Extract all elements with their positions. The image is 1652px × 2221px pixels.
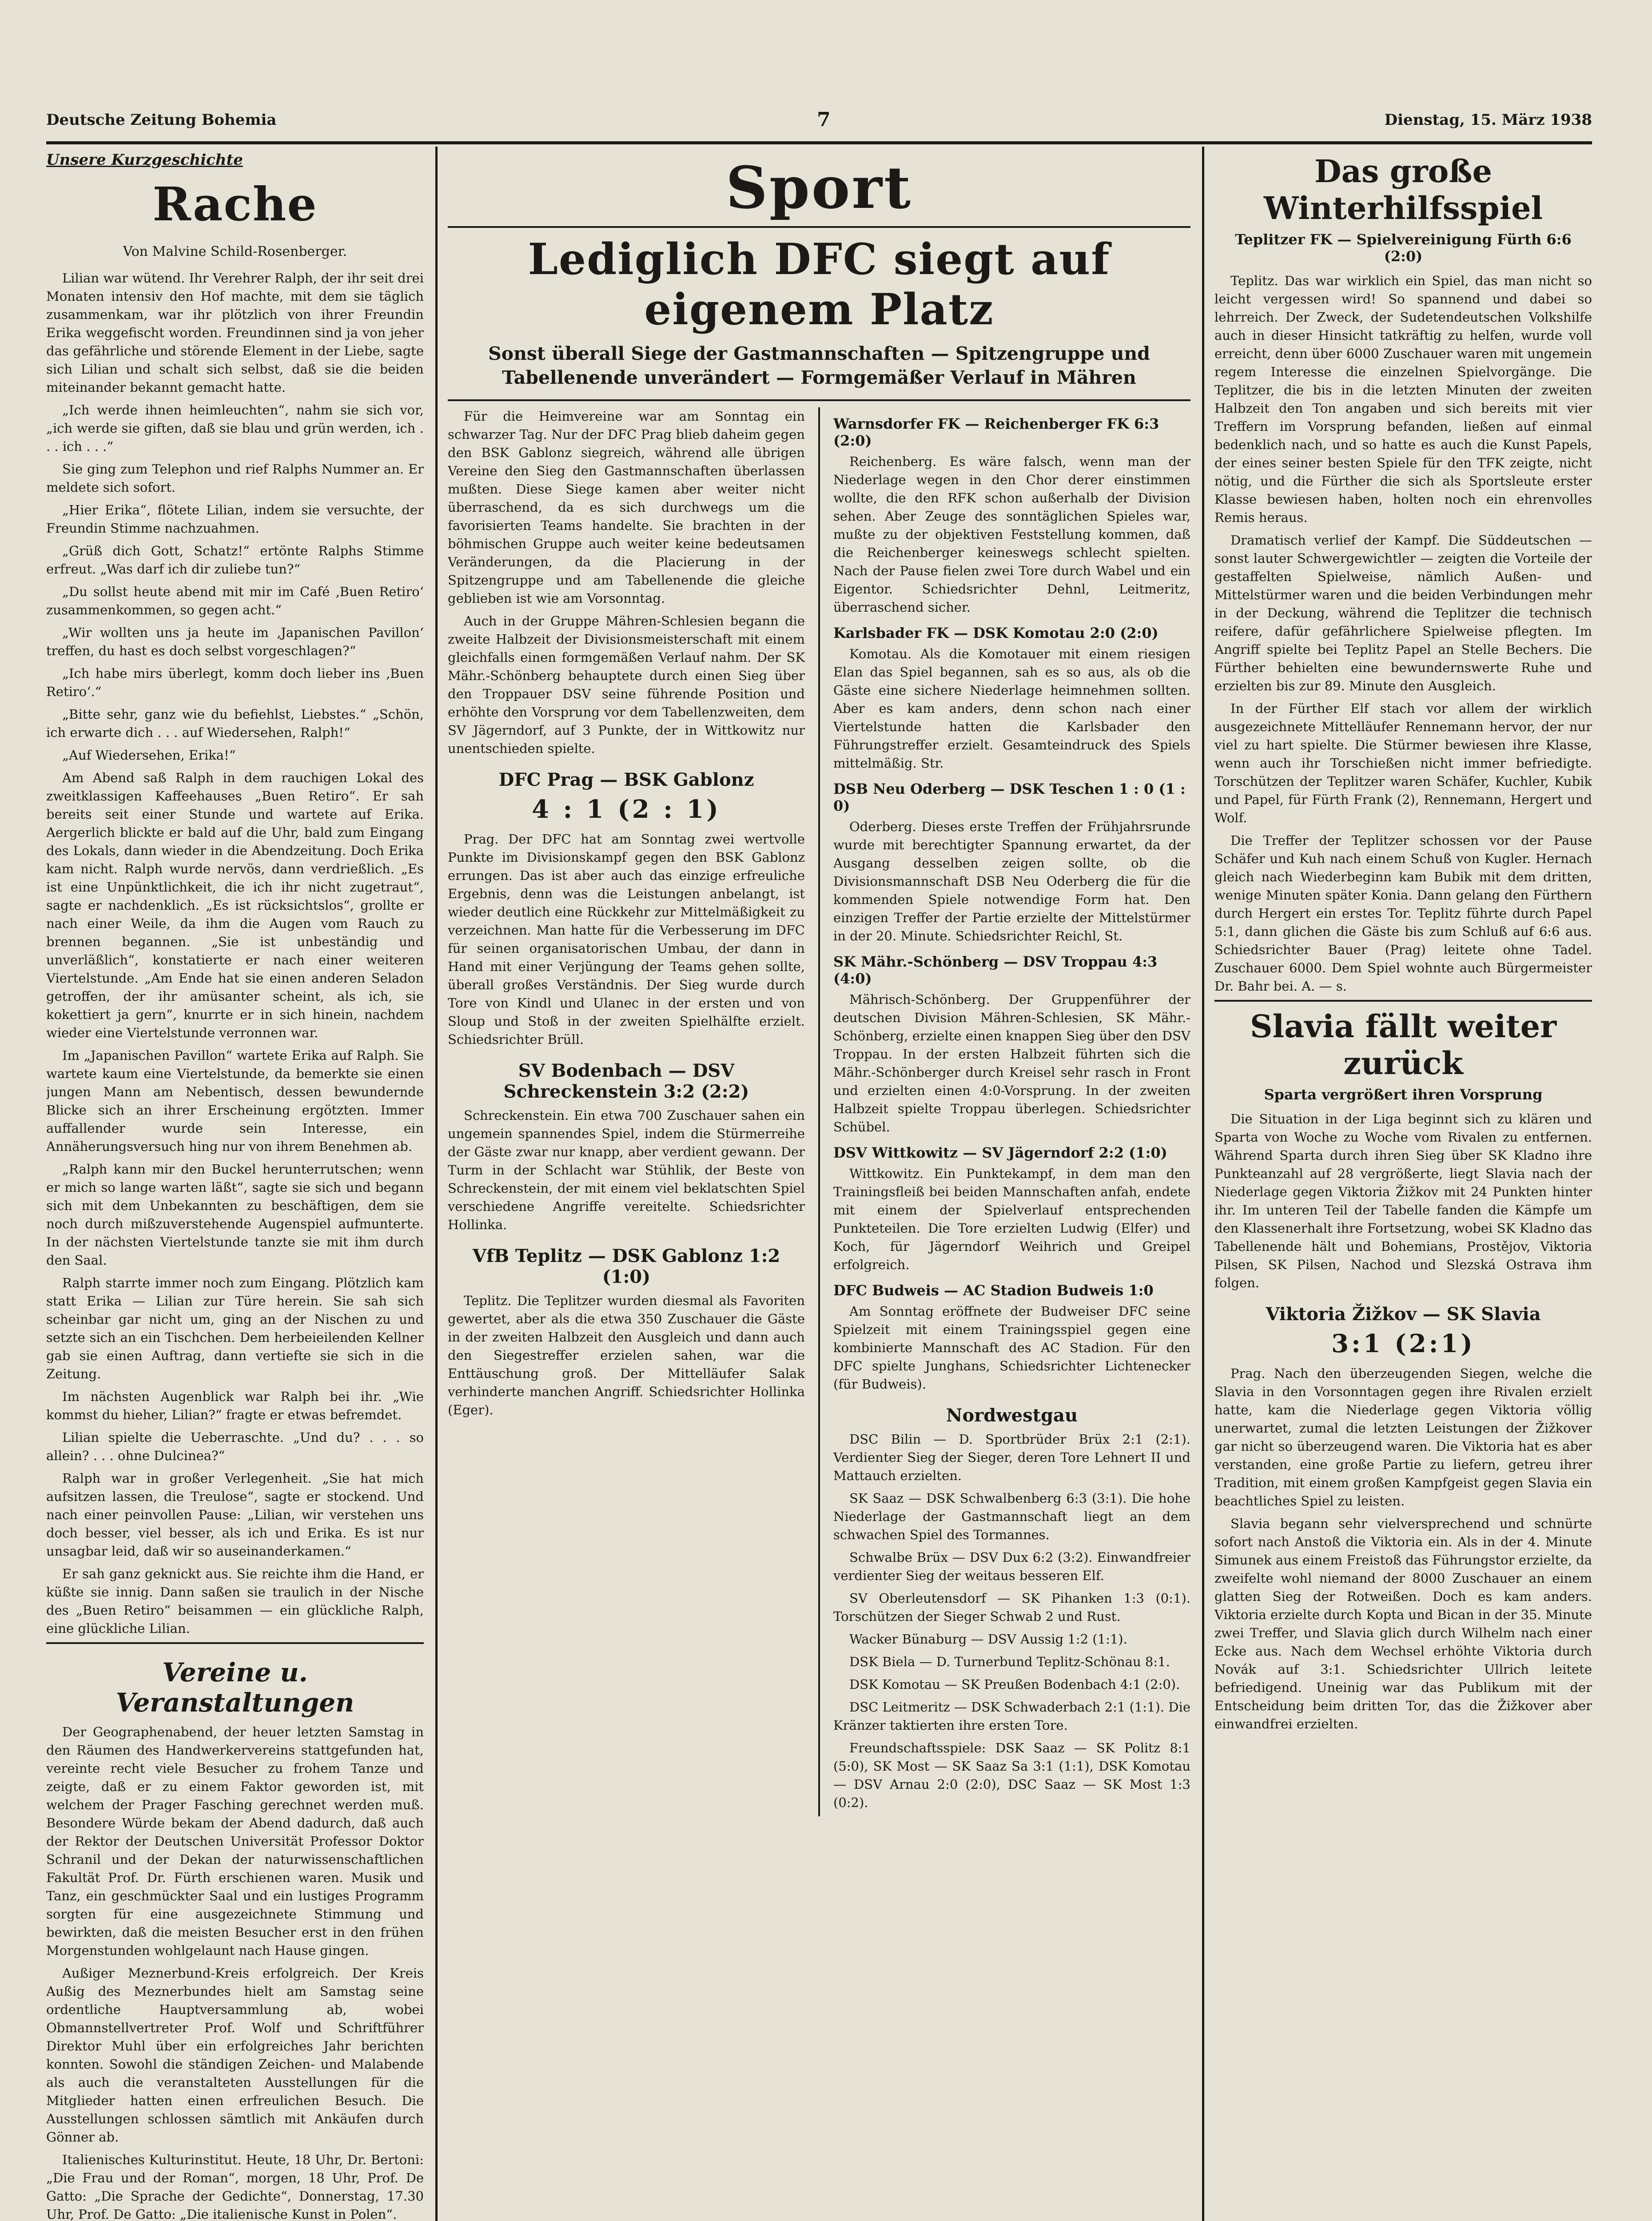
nordwestgau-result: Freundschaftsspiele: DSK Saaz — SK Politz 8:1 (5:0), SK Most — SK Saaz Sa 3:1 (1:1), DSK Komotau — DSV Arnau 2:0 (2:0), DSC Saaz — SK Most 1:3 (0:2). xyxy=(833,1740,1190,1810)
match-title: DSB Neu Oderberg — DSK Teschen 1 : 0 (1 : 0) xyxy=(833,780,1186,814)
match-report: Oderberg. Dieses erste Treffen der Frühjahrsrunde wurde mit berechtigter Spannung erwartet, da der Ausgang desselben zeigen sollte, ob die Divisionsmannschaft DSB Neu Oderberg die für die kommenden Spiele notwendige Form hat. Den einzigen Treffer der Partie erzielte der Mittelstürmer in der 20. Minute. Schiedsrichter Reichl, St. xyxy=(833,819,1190,943)
newspaper-name: Deutsche Zeitung Bohemia xyxy=(46,111,277,129)
winterhilfe-paragraph: In der Fürther Elf stach vor allem der wirklich ausgezeichnete Mittelläufer Rennemann hervor, der nur viel zu hart spielte. Die Stürmer bewiesen ihre Klasse, wenn auch ihr Torschießen nicht immer befriedigte. Torschützen der Teplitzer waren Schäfer, Kuchler, Kubik und Papel, für Fürth Frank (2), Rennemann, Hergert und Wolf. xyxy=(1214,701,1592,825)
nordwestgau-result: DSK Komotau — SK Preußen Bodenbach 4:1 (2:0). xyxy=(849,1677,1180,1692)
left-column xyxy=(46,151,424,2221)
slavia-headline: Slavia fällt weiter zurück xyxy=(1250,1008,1556,1082)
nordwestgau-result: DSC Bilin — D. Sportbrüder Brüx 2:1 (2:1). Verdienter Sieg der Sieger, deren Tore Lehnert II und Mattauch erzielten. xyxy=(833,1432,1190,1483)
slavia-paragraph: Die Situation in der Liga beginnt sich zu klären und Sparta von Woche zu Woche vom Rivalen zu entfernen. Während Sparta durch ihren Sieg über SK Kladno ihre Punkteanzahl auf 28 vergrößerte, liegt Slavia nach der Niederlage gegen Viktoria Žižkov mit 24 Punkten hinter ihr. Im unteren Teil der Tabelle fanden die Kämpfe um den Klassenerhalt ihre Fortsetzung, wobei SK Kladno das Tabellenende hält und Bohemians, Prostějov, Viktoria Pilsen, SK Pilsen, Nachod und Slezská Ostrava ihm folgen. xyxy=(1214,1111,1592,1290)
story-paragraph: „Wir wollten uns ja heute im ‚Japanischen Pavillon‘ treffen, du hast es doch selbst vorgeschlagen?“ xyxy=(46,625,424,658)
column-rule-left xyxy=(435,147,438,2221)
nordwestgau-result: SV Oberleutensdorf — SK Pihanken 1:3 (0:1). Torschützen der Sieger Schwab 2 und Rust. xyxy=(833,1591,1190,1624)
sport-section xyxy=(448,151,1190,2221)
winterhilfe-body xyxy=(1214,272,1592,995)
sport-right-column xyxy=(833,407,1190,1816)
story-paragraph: „Ich habe mirs überlegt, komm doch lieber ins ‚Buen Retiro‘.“ xyxy=(46,666,424,699)
story-paragraph: Sie ging zum Telephon und rief Ralphs Nummer an. Er meldete sich sofort. xyxy=(46,462,424,495)
winterhilfe-headline: Das große Winterhilfsspiel xyxy=(1263,153,1543,227)
story-title: Rache xyxy=(152,177,318,231)
story-paragraph: Ralph starrte immer noch zum Eingang. Plötzlich kam statt Erika — Lilian zur Türe herein. Sie sah sich scheinbar gar nicht um, ging an der Nischen zu und setzte sich an ein Tischchen. Dem herbeieilenden Kellner gab sie einen Auftrag, dann vertiefte sie sich in die Zeitung. xyxy=(46,1275,424,1381)
sport-left-column xyxy=(448,407,805,1816)
match-report: Wittkowitz. Ein Punktekampf, in dem man den Trainingsfleiß bei beiden Mannschaften anfah, endete mit einem der Spielverlauf entsprechenden Punkteteilen. Die Tore erzielten Ludwig (Elfer) und Koch, für Jägerndorf Weihrich und Greipel erfolgreich. xyxy=(833,1166,1190,1272)
story-body xyxy=(46,269,424,1638)
story-paragraph: „Auf Wiedersehen, Erika!“ xyxy=(62,748,236,763)
match-title: SV Bodenbach — DSV Schreckenstein 3:2 (2:2) xyxy=(503,1060,749,1102)
story-paragraph: „Bitte sehr, ganz wie du befiehlst, Liebstes.“ „Schön, ich erwarte dich . . . auf Wiedersehen, Ralph!“ xyxy=(46,707,424,740)
clubs-paragraph: Der Geographenabend, der heuer letzten Samstag in den Räumen des Handwerkervereins stattgefunden hat, vereinte recht viele Besucher zu frohem Tanze und zeigte, daß er zu einem Faktor geworden ist, mit welchem der Prager Fasching gerechnet werden muß. Besondere Würde bekam der Abend dadurch, daß auch der Rektor der Deutschen Universität Professor Doktor Schranil und der Dekan der naturwissenschaftlichen Fakultät Prof. Dr. Fürth erschienen waren. Musik und Tanz, ein geschmückter Saal und ein lustiges Programm sorgten für eine ausgezeichnete Stimmung und bewirkten, daß die meisten Besucher erst in den frühen Morgenstunden wohlgelaunt nach Hause gingen. xyxy=(46,1724,424,1958)
winterhilfe-subheadline: Teplitzer FK — Spielvereinigung Fürth 6:6 (2:0) xyxy=(1235,231,1572,265)
winterhilfe-paragraph: Teplitz. Das war wirklich ein Spiel, das man nicht so leicht vergessen wird! So spannend und dabei so lehrreich. Der Zweck, der Sudetendeutschen Volkshilfe auch in dieser Hinsicht tatkräftig zu helfen, wurde voll erreicht, denn über 6000 Zuschauer waren mit ungemein regem Interesse die einzelnen Spielvorgänge. Die Teplitzer, die bis in die letzten Minuten der zweiten Halbzeit den Ton angaben und sich bereits mit vier Treffern im Vorsprung befanden, ließen auf einmal bedenklich nach, und so hatte es auch die Kunst Papels, der eines seiner besten Spiele für den TFK zeigte, nicht nötig, und die Fürther die sich als Sportsleute erster Klasse bewiesen haben, holten noch ein ehrenvolles Remis heraus. xyxy=(1214,273,1592,525)
story-paragraph: „Du sollst heute abend mit mir im Café ‚Buen Retiro‘ zusammenkommen, so gegen acht.“ xyxy=(46,584,424,617)
story-paragraph: „Grüß dich Gott, Schatz!“ ertönte Ralphs Stimme erfreut. „Was darf ich dir zuliebe tun?“ xyxy=(46,543,424,577)
nordwestgau-result: DSC Leitmeritz — DSK Schwaderbach 2:1 (1:1). Die Kränzer taktierten ihre ersten Tore. xyxy=(833,1700,1190,1733)
clubs-section-title: Vereine u. Veranstaltungen xyxy=(115,1657,354,1718)
nordwestgau-result: SK Saaz — DSK Schwalbenberg 6:3 (3:1). Die hohe Niederlage der Gastmannschaft liegt an dem schwachen Spiel des Tormannes. xyxy=(833,1491,1190,1542)
sport-section-title: Sport xyxy=(725,154,913,222)
match-title: DFC Budweis — AC Stadion Budweis 1:0 xyxy=(833,1282,1154,1299)
story-paragraph: Ralph war in großer Verlegenheit. „Sie hat mich aufsitzen lassen, die Treulose“, sagte er stockend. Und nach einer peinvollen Pause: „Lilian, wir verstehen uns doch besser, viel besser, als ich und Erika. Es ist nur unsagbar leid, daß wir so auseinanderkamen.“ xyxy=(46,1471,424,1559)
match-report: Am Sonntag eröffnete der Budweiser DFC seine Spielzeit mit einem Trainingsspiel gegen eine kombinierte Mannschaft des AC Stadion. Für den DFC spielte Junghans, Schiedsrichter Lichtenecker (für Budweis). xyxy=(833,1304,1190,1392)
match-title: VfB Teplitz — DSK Gablonz 1:2 (1:0) xyxy=(472,1246,780,1287)
match-report: Mährisch-Schönberg. Der Gruppenführer der deutschen Division Mähren-Schlesien, SK Mähr.-Schönberg, erzielte einen knappen Sieg über den DSV Troppau. In der ersten Halbzeit führten sich die Mähr.-Schönberger durch Kreisel sehr rasch in Front und erzielten einen 4:0-Vorsprung. In der zweiten Halbzeit spielte Troppau überlegen. Schiedsrichter Schübel. xyxy=(833,992,1190,1134)
section-divider xyxy=(46,1642,424,1644)
sport-intro-paragraph: Auch in der Gruppe Mähren-Schlesien begann die zweite Halbzeit der Divisionsmeisterschaft mit einem gleichfalls einen formgemäßen Verlauf nahm. Der SK Mähr.-Schönberg behauptete durch einen Sieg über den Troppauer DSV seine führende Position und erhöhte den Vorsprung vor dem Tabellenzweiten, dem SV Jägerndorf, auf 3 Punkte, der in Wittkowitz nur unentschieden spielte. xyxy=(448,613,805,756)
right-divider-1 xyxy=(1214,1000,1592,1002)
story-paragraph: Lilian war wütend. Ihr Verehrer Ralph, der ihr seit drei Monaten intensiv den Hof machte, mit dem sie täglich zusammenkam, war ihr plötzlich von ihrer Freundin Erika weggefischt worden. Freundinnen sind ja von jeher das gefährliche und störende Element in der Liebe, sagte sich Lilian und schalt sich selbst, daß sie die beiden miteinander bekannt gemacht hatte. xyxy=(46,271,424,395)
column-rule-right xyxy=(1202,147,1204,2221)
clubs-body xyxy=(46,1723,424,2221)
sport-subheadline: Sonst überall Siege der Gastmannschaften — Spitzengruppe und Tabellenende unverändert — Formgemäßer Verlauf in Mähren xyxy=(488,343,1150,388)
right-column xyxy=(1214,151,1592,2221)
issue-date: Dienstag, 15. März 1938 xyxy=(1384,111,1592,129)
match-title: DFC Prag — BSK Gablonz xyxy=(498,769,754,790)
match-title: DSV Wittkowitz — SV Jägerndorf 2:2 (1:0) xyxy=(833,1144,1167,1161)
story-paragraph: Lilian spielte die Ueberraschte. „Und du? . . . so allein? . . . ohne Dulcinea?“ xyxy=(46,1430,424,1463)
match-title: Warnsdorfer FK — Reichenberger FK 6:3 (2:0) xyxy=(833,415,1159,449)
match-report: Reichenberg. Es wäre falsch, wenn man der Niederlage wegen in den Chor derer einstimmen wollte, die den RFK schon außerhalb der Division sehen. Aber Zeuge des sonntäglichen Spieles war, mußte zu der objektiven Feststellung kommen, daß die Reichenberger keineswegs schlecht spielten. Nach der Pause fielen zwei Tore durch Wabel und ein Eigentor. Schiedsrichter Dehnl, Leitmeritz, überraschend sicher. xyxy=(833,454,1190,615)
nordwestgau-result: Wacker Bünaburg — DSV Aussig 1:2 (1:1). xyxy=(849,1632,1127,1647)
sport-intro-paragraph: Für die Heimvereine war am Sonntag ein schwarzer Tag. Nur der DFC Prag blieb daheim gegen den BSK Gablonz siegreich, während alle übrigen Vereine den Sieg den Gastmannschaften überlassen mußten. Diese Siege kamen aber weiter nicht überraschend, da es sich durchwegs um die favorisierten Teams handelte. Sie brachten in der böhmischen Gruppe auch weiter keine bedeutsamen Veränderungen, da die Placierung in der Spitzengruppe und am Tabellenende die gleiche geblieben ist wie am Vorsonntag. xyxy=(448,409,805,606)
match-report: Komotau. Als die Komotauer mit einem riesigen Elan das Spiel begannen, sah es so aus, als ob die Gäste eine sichere Niederlage heimnehmen sollten. Aber es kam anders, denn schon nach einer Viertelstunde hatten die Karlsbader den Führungstreffer erzielt. Gesamteindruck des Spiels mittelmäßig. Str. xyxy=(833,646,1190,771)
match-report: Teplitz. Die Teplitzer wurden diesmal als Favoriten gewertet, aber als die etwa 350 Zuschauer die Gäste in der zweiten Halbzeit den Ausgleich und dann auch den Siegestreffer erzielen sahen, war die Enttäuschung groß. Der Mittelläufer Salak verhinderte manchen Angriff. Schiedsrichter Hollinka (Eger). xyxy=(448,1293,805,1417)
nordwestgau-result: DSK Biela — D. Turnerbund Teplitz-Schönau 8:1. xyxy=(849,1654,1170,1669)
story-kicker: Unsere Kurzgeschichte xyxy=(46,151,243,169)
story-paragraph: „Ralph kann mir den Buckel herunterrutschen; wenn er mich so lange warten läßt“, sagte sie sich und begann sich mit dem Unbekannten zu beschäftigen, dem sie noch durch mißzuverstehende Augenspiel aufmunterte. In der nächsten Viertelstunde tanzte sie mit ihm durch den Saal. xyxy=(46,1162,424,1268)
story-paragraph: „Ich werde ihnen heimleuchten“, nahm sie sich vor, „ich werde sie giften, daß sie blau und grün werden, ich . . . ich . . .“ xyxy=(46,402,424,454)
story-byline: Von Malvine Schild-Rosenberger. xyxy=(123,244,347,259)
page-header xyxy=(46,108,1592,138)
clubs-paragraph: Italienisches Kulturinstitut. Heute, 18 Uhr, Dr. Bertoni: „Die Frau und der Roman“, morgen, 18 Uhr, Prof. De Gatto: „Die Sprache der Gedichte“, Donnerstag, 17.30 Uhr, Prof. De Gatto: „Die italienische Kunst in Polen“. xyxy=(46,2152,424,2221)
viktoria-paragraph: Slavia begann sehr vielversprechend und schnürte sofort nach Anstoß die Viktoria ein. Als in der 4. Minute Simunek aus einem Freistoß das Führungstor erzielte, da zweifelte wohl niemand der 8000 Zuschauer an einem glatten Sieg der Rotweißen. Doch es kam anders. Viktoria erzielte durch Kopta und Bican in der 35. Minute zwei Treffer, und Slavia glich durch Wilhelm nach einer Ecke aus. Nach dem Wechsel erhöhte Viktoria durch Novák auf 3:1. Schiedsrichter Ullrich leitete befriedigend. Uneinig war das Publikum mit der Entscheidung beim dritten Tor, das die Žižkover aber einwandfrei erzielten. xyxy=(1214,1516,1592,1731)
header-rule xyxy=(46,141,1592,144)
match-title: SK Mähr.-Schönberg — DSV Troppau 4:3 (4:0) xyxy=(833,953,1158,987)
sport-main-headline: Lediglich DFC siegt auf eigenem Platz xyxy=(528,234,1111,334)
sport-title-rule xyxy=(448,226,1190,228)
story-paragraph: Im nächsten Augenblick war Ralph bei ihr. „Wie kommst du hieher, Lilian?“ fragte er etwas befremdet. xyxy=(46,1389,424,1422)
viktoria-paragraph: Prag. Nach den überzeugenden Siegen, welche die Slavia in den Vorsonntagen gegen ihre Rivalen erzielt hatte, kam die Niederlage gegen Viktoria völlig unerwartet, zumal die letzten Leistungen der Žižkover gar nicht so überzeugend waren. Die Viktoria hat es aber verstanden, eine große Partie zu liefern, getreu ihrer Tradition, mit einem großen Kampfgeist gegen Slavia ein beachtliches Spiel zu leisten. xyxy=(1214,1366,1592,1509)
story-paragraph: Er sah ganz geknickt aus. Sie reichte ihm die Hand, er küßte sie innig. Dann saßen sie traulich in der Nische des „Buen Retiro“ beisammen — ein glückliche Ralph, eine glückliche Lilian. xyxy=(46,1566,424,1636)
winterhilfe-paragraph: Die Treffer der Teplitzer schossen vor der Pause Schäfer und Kuh nach einem Schuß von Kugler. Hernach gleich nach Wiederbeginn kam Bubik mit dem dritten, wenige Minuten später Konia. Dann gelang den Fürthern durch Hergert ein erstes Tor. Teplitz führte durch Papel 5:1, dann glichen die Gäste bis zum Schluß auf 6:6 aus. Schiedsrichter Bauer (Prag) leitete ohne Tadel. Zuschauer 6000. Dem Spiel wohnte auch Bürgermeister Dr. Bahr bei. A. — s. xyxy=(1214,833,1592,994)
slavia-subheadline: Sparta vergrößert ihren Vorsprung xyxy=(1264,1086,1543,1103)
viktoria-slavia-title: Viktoria Žižkov — SK Slavia xyxy=(1266,1304,1541,1325)
viktoria-slavia-score: 3:1 (2:1) xyxy=(1331,1329,1475,1358)
sport-subhead-rule xyxy=(448,399,1190,401)
viktoria-slavia-body xyxy=(1214,1365,1592,1733)
story-paragraph: Im „Japanischen Pavillon“ wartete Erika auf Ralph. Sie wartete kaum eine Viertelstunde, da bemerkte sie einen jungen Mann am Nebentisch, dessen bewundernde Blicke sich an ihrer Erscheinung ergötzten. Immer auffallender wurde sein Interesse, ein Annäherungsversuch hing nur von ihrem Benehmen ab. xyxy=(46,1048,424,1154)
match-title: Karlsbader FK — DSK Komotau 2:0 (2:0) xyxy=(833,625,1158,641)
story-paragraph: Am Abend saß Ralph in dem rauchigen Lokal des zweitklassigen Kaffeehauses „Buen Retiro“. Er sah bereits seit einer Stunde und wartete auf Erika. Aergerlich blickte er bald auf die Uhr, bald zum Eingang des Lokals, dann wieder in die Abendzeitung. Doch Erika kam nicht. Ralph wurde nervös, dann verdrießlich. „Es ist eine Unpünktlichkeit, die ich ihr nicht zugetraut“, sagte er nachdenklich. „Es ist rücksichtslos“, grollte er nach einer Weile, da ihm die Augen vom Rauch zu brennen begannen. „Sie ist unbeständig und unverläßlich“, konstatierte er nach einer weiteren Viertelstunde. „Am Ende hat sie einen anderen Seladon getroffen, der ihr amüsanter scheint, als ich, sie kokettiert ja gern“, knurrte er in sich hinein, nachdem wieder eine Viertelstunde verronnen war. xyxy=(46,770,424,1040)
match-report: Schreckenstein. Ein etwa 700 Zuschauer sahen ein ungemein spannendes Spiel, indem die Stürmerreihe der Gäste zwar nur knapp, aber verdient gewann. Der Turm in der Schlacht war Stühlik, der Beste von Schreckenstein, der mit einem viel beklatschten Spiel verschiedene Angriffe vereitelte. Schiedsrichter Hollinka. xyxy=(448,1108,805,1232)
sport-columns xyxy=(448,407,1190,1816)
match-report: Prag. Der DFC hat am Sonntag zwei wertvolle Punkte im Divisionskampf gegen den BSK Gablonz errungen. Das ist aber auch das einzige erfreuliche Ergebnis, denn was die Leistungen anbelangt, ist wieder deutlich eine Rückkehr zur Mittelmäßigkeit zu verzeichnen. Man hatte für die Verbesserung im DFC für seinen organisatorischen Umbau, der dann in Hand mit einer Verjüngung der Teams gehen sollte, überall großes Verständnis. Der Sieg wurde durch Tore von Kindl und Ulanec in der ersten und von Sloup und Stoß in der zweiten Spielhälfte erzielt. Schiedsrichter Brüll. xyxy=(448,832,805,1047)
nordwestgau-title: Nordwestgau xyxy=(946,1405,1078,1426)
nordwestgau-result: Schwalbe Brüx — DSV Dux 6:2 (3:2). Einwandfreier verdienter Sieg der weitaus besseren Elf. xyxy=(833,1550,1190,1583)
winterhilfe-paragraph: Dramatisch verlief der Kampf. Die Süddeutschen — sonst lauter Schwergewichtler — zeigten die Vorteile der gestaffelten Spielweise, nämlich Außen- und Mittelstürmer waren und die beiden Verbindungen mehr in der Deckung, während die Teplitzer die technisch reifere, dafür gefährlichere Spielweise pflegten. Im Angriff spielte bei Teplitz Papel an Stelle Bechers. Die Fürther behielten eine bewundernswerte Ruhe und erzielten bis zur 89. Minute den Ausgleich. xyxy=(1214,533,1592,693)
slavia-body xyxy=(1214,1110,1592,1292)
match-score: 4 : 1 (2 : 1) xyxy=(532,795,721,824)
story-paragraph: „Hier Erika“, flötete Lilian, indem sie versuchte, der Freundin Stimme nachzuahmen. xyxy=(46,502,424,536)
page-number: 7 xyxy=(817,108,831,131)
clubs-paragraph: Außiger Meznerbund-Kreis erfolgreich. Der Kreis Außig des Meznerbundes hielt am Samstag seine ordentliche Hauptversammlung ab, wobei Obmannstellvertreter Prof. Wolf und Schriftführer Direktor Muhl über ein erfolgreiches Jahr berichten konnten. Sowohl die ständigen Zeichen- und Malabende als auch die veranstalteten Ausstellungen für die Mitglieder hatten einen erfreulichen Besuch. Die Ausstellungen schlossen sämtlich mit Ankäufen durch Gönner ab. xyxy=(46,1966,424,2145)
